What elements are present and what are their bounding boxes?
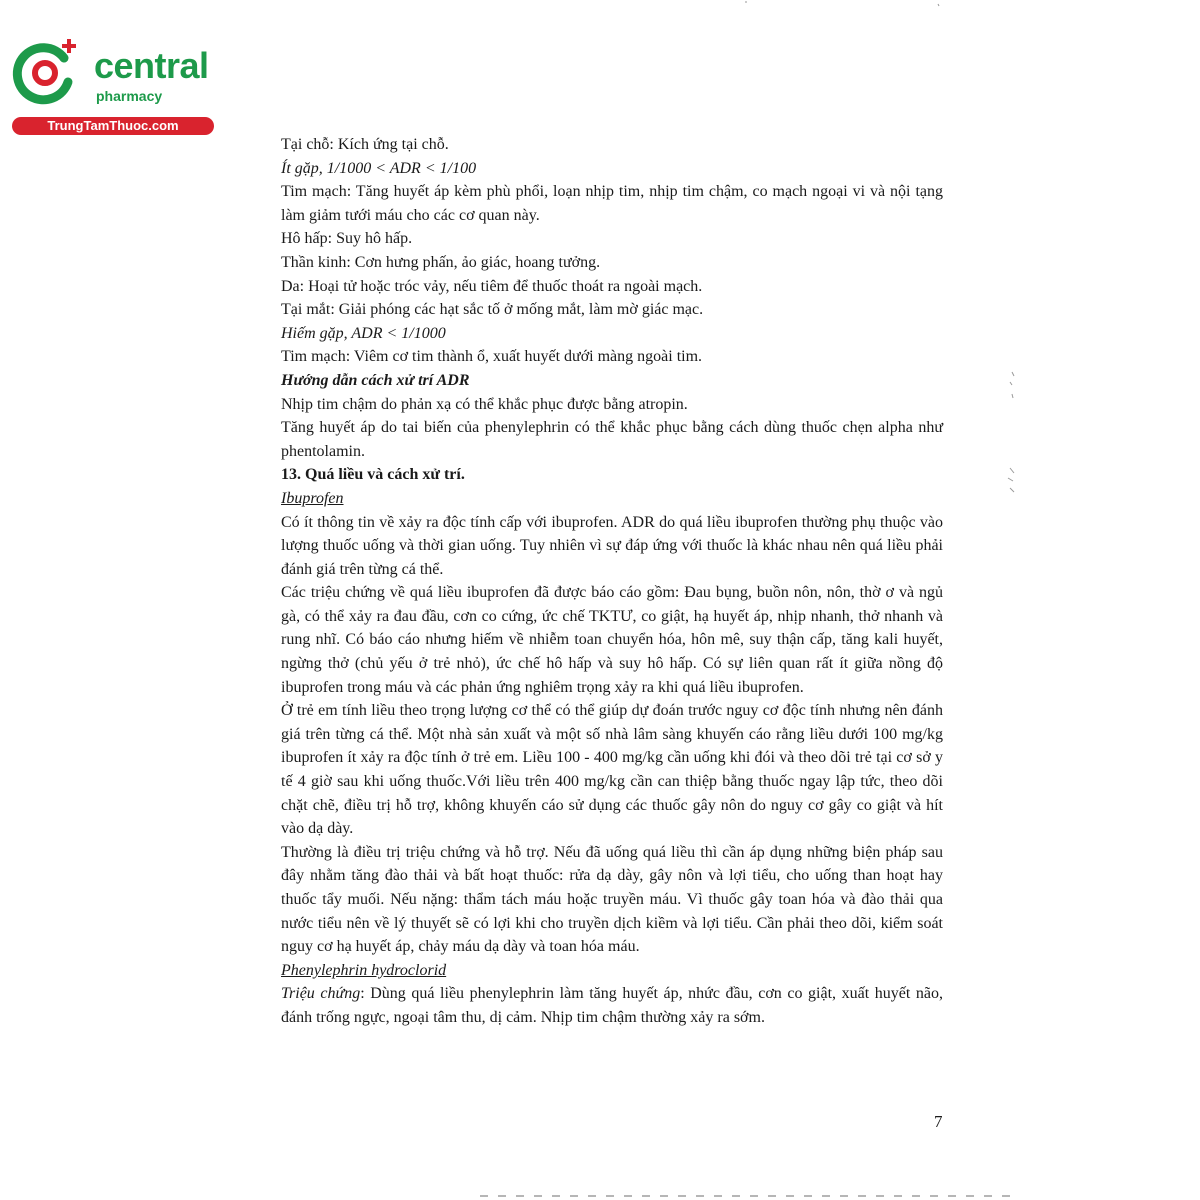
logo-name: central (94, 45, 209, 86)
doc-paragraph: Ở trẻ em tính liều theo trọng lượng cơ thể có thể giúp dự đoán trước nguy cơ độc tính nhưng nên đánh giá trên từng cá thể. Một nhà sản xuất và một số nhà lâm sàng khuyến cáo rằng liều dưới 100 mg/kg ibuprofen ít xảy ra độc tính ở trẻ em. Liều 100 - 400 mg/kg cần uống khi đói và theo dõi trẻ tại cơ sở y tế 4 giờ sau khi uống thuốc.Với liều trên 400 mg/kg cần can thiệp bằng thuốc ngay lập tức, theo dõi chặt chẽ, điều trị hỗ trợ, không khuyến cáo sử dụng các thuốc gây nôn do nguy cơ gây co giật và hít vào dạ dày. (281, 702, 943, 838)
doc-line: Nhịp tim chậm do phản xạ có thể khắc phục được bằng atropin. (281, 395, 688, 413)
doc-line: Tại chỗ: Kích ứng tại chỗ. (281, 136, 449, 153)
frequency-heading: Ít gặp, 1/1000 < ADR < 1/100 (281, 159, 477, 177)
doc-line: Thần kinh: Cơn hưng phấn, ảo giác, hoang tưởng. (281, 253, 601, 271)
doc-line: Tim mạch: Viêm cơ tim thành ổ, xuất huyết dưới màng ngoài tim. (281, 348, 703, 366)
doc-paragraph (281, 982, 943, 1029)
section-heading: 13. Quá liều và cách xử trí. (281, 466, 465, 484)
doc-paragraph: Thường là điều trị triệu chứng và hỗ trợ. Nếu đã uống quá liều thì cần áp dụng những biện pháp sau đây nhằm tăng đào thải và bất hoạt thuốc: rửa dạ dày, gây nôn và lợi tiểu, cho uống than hoạt hay thuốc tẩy muối. Nếu nặng: thẩm tách máu hoặc truyền máu. Vì thuốc gây toan hóa và đào thải qua nước tiểu nên về lý thuyết sẽ có lợi khi cho truyền dịch kiềm và lợi tiểu. Cần phải theo dõi, kiểm soát nguy cơ hạ huyết áp, chảy máu dạ dày và toan hóa máu. (281, 843, 943, 956)
page-number: 7 (934, 1112, 943, 1131)
doc-paragraph: Tim mạch: Tăng huyết áp kèm phù phổi, loạn nhịp tim, nhịp tim chậm, co mạch ngoại vi và nội tạng làm giảm tưới máu cho các cơ quan này. (281, 183, 943, 224)
central-logo-icon (12, 38, 82, 108)
symptom-label: Triệu chứng (281, 985, 361, 1003)
central-pharmacy-logo[interactable] (8, 36, 218, 136)
logo-subtitle: pharmacy (96, 88, 163, 104)
document-body (281, 133, 943, 1030)
doc-line: Tại mắt: Giải phóng các hạt sắc tố ở mống mắt, làm mờ giác mạc. (281, 301, 704, 319)
symptom-text: : Dùng quá liều phenylephrin làm tăng huyết áp, nhức đầu, cơn co giật, xuất huyết não, đánh trống ngực, ngoại tâm thu, dị cảm. Nhịp tim chậm thường xảy ra sớm. (281, 985, 943, 1026)
doc-paragraph: Có ít thông tin về xảy ra độc tính cấp với ibuprofen. ADR do quá liều ibuprofen thường phụ thuộc vào lượng thuốc uống và thời gian uống. Tuy nhiên vì sự đáp ứng với thuốc là khác nhau nên quá liều phải đánh giá trên từng cá thể. (281, 513, 943, 578)
drug-subheading: Phenylephrin hydroclorid (281, 961, 447, 979)
frequency-heading: Hiếm gặp, ADR < 1/1000 (281, 324, 446, 342)
logo-url-badge[interactable]: TrungTamThuoc.com (12, 117, 214, 135)
drug-subheading: Ibuprofen (281, 489, 344, 507)
doc-line: Da: Hoại tử hoặc tróc vảy, nếu tiêm để thuốc thoát ra ngoài mạch. (281, 277, 703, 295)
doc-line: Hô hấp: Suy hô hấp. (281, 230, 413, 248)
doc-paragraph: Tăng huyết áp do tai biến của phenylephrin có thể khắc phục bằng cách dùng thuốc chẹn alpha như phentolamin. (281, 419, 943, 460)
doc-paragraph: Các triệu chứng về quá liều ibuprofen đã được báo cáo gồm: Đau bụng, buồn nôn, nôn, thờ ơ và ngủ gà, có thể xảy ra đau đầu, cơn co cứng, ức chế TKTƯ, co giật, hạ huyết áp, nhịp nhanh, thở nhanh và rung nhĩ. Có báo cáo nhưng hiếm về nhiễm toan chuyển hóa, hôn mê, suy thận cấp, tăng kali huyết, ngừng thở (chủ yếu ở trẻ nhỏ), ức chế hô hấp và suy hô hấp. Có sự liên quan rất ít giữa nồng độ ibuprofen trong máu và các phản ứng nghiêm trọng xảy ra khi quá liều ibuprofen. (281, 584, 943, 696)
adr-guidance-heading: Hướng dẫn cách xử trí ADR (281, 371, 470, 389)
